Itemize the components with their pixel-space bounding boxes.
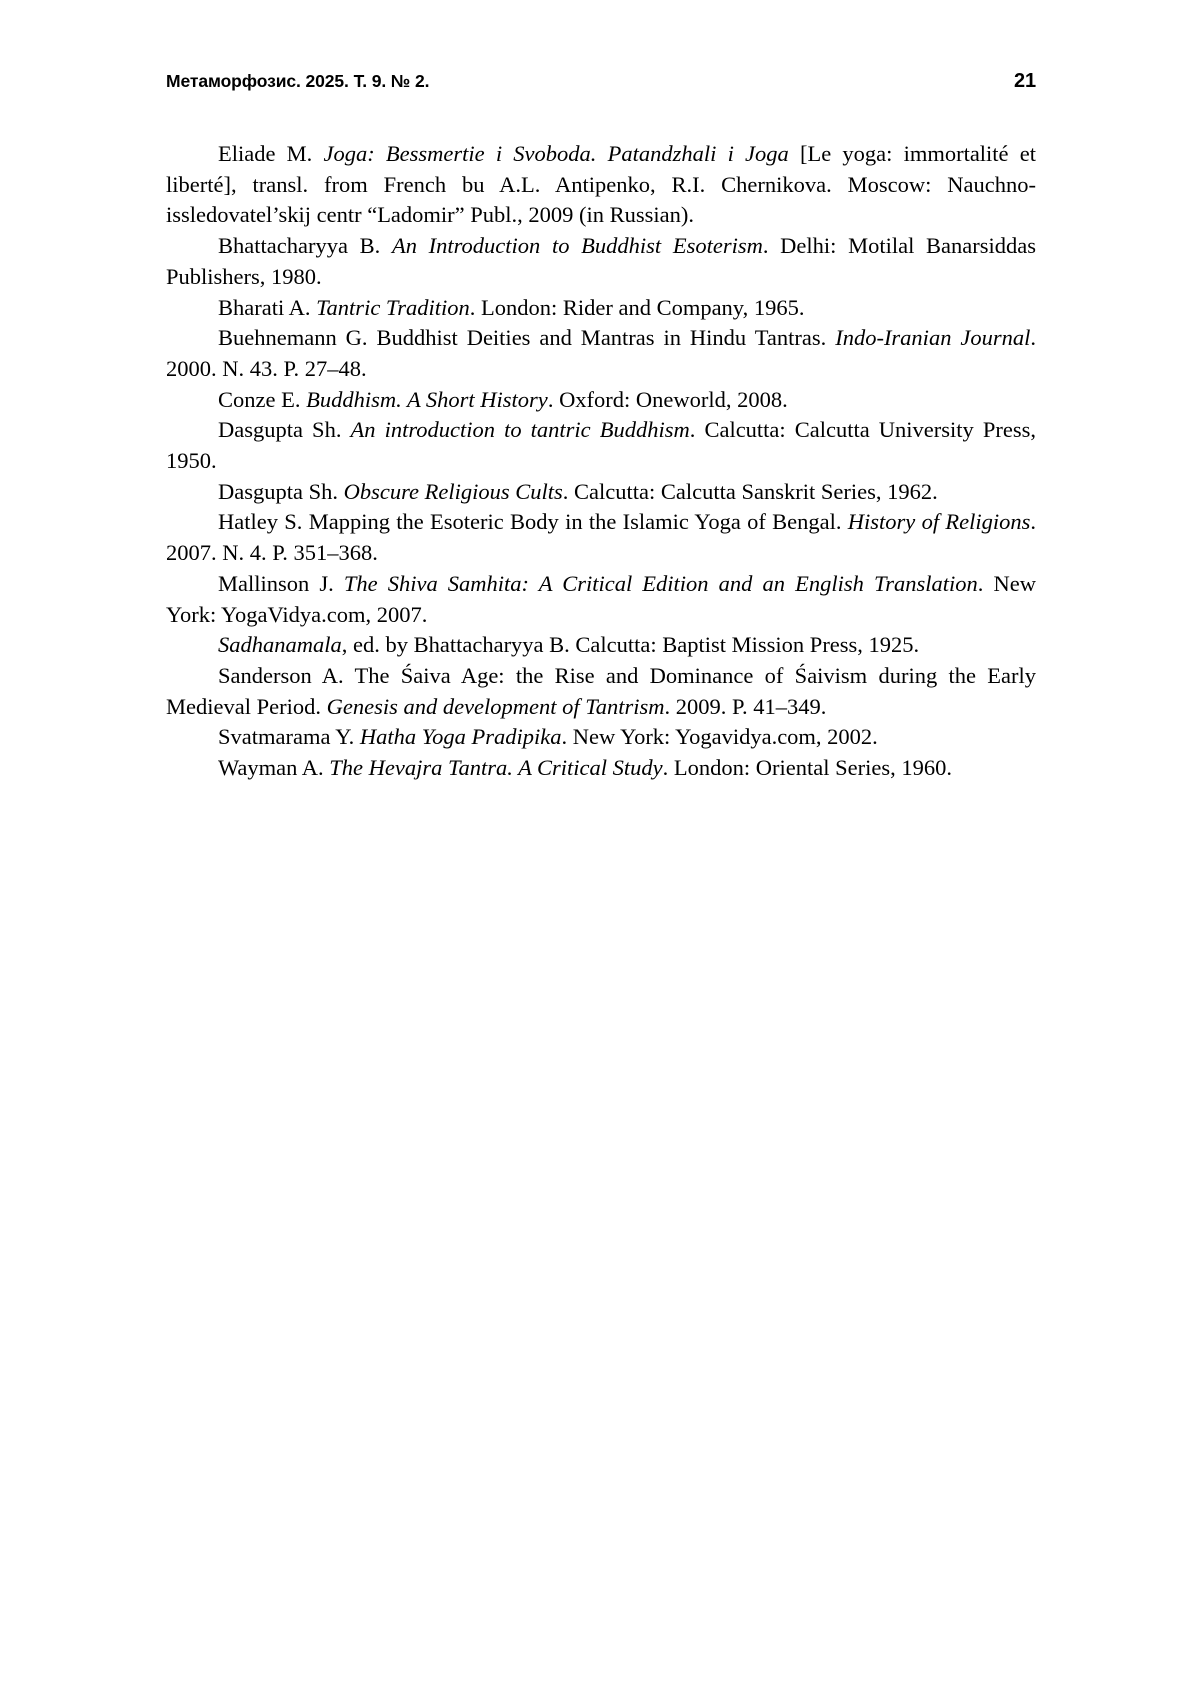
reference-title: Genesis and development of Tantrism [326,693,665,719]
page-content [166,70,1036,784]
reference-entry [166,139,1036,231]
reference-text: Bhattacharyya B. [218,233,392,259]
reference-text: . New York: YogaVidya.com, 2007. [166,570,1036,627]
reference-text: Bharati A. [218,294,317,320]
reference-text: Dasgupta Sh. [218,478,344,504]
reference-title: The Hevajra Tantra. A Critical Study [329,755,663,781]
reference-title: Sadhanamala [218,632,342,658]
reference-title: Tantric Tradition [316,294,470,320]
reference-entry [166,507,1036,568]
running-head-journal: Метаморфозис. 2025. Т. 9. № 2. [166,71,430,91]
reference-title: The Shiva Samhita: A Critical Edition and an English Translation [343,570,978,596]
reference-text: . New York: Yogavidya.com, 2002. [561,724,878,750]
reference-text: . Delhi: Motilal Banarsiddas Publishers, 1980. [166,233,1037,289]
reference-text: . London: Rider and Company, 1965. [469,294,805,320]
reference-text: Svatmarama Y. [218,724,360,750]
reference-entry [166,569,1036,630]
reference-entry [166,722,1036,753]
reference-entry [166,477,1036,508]
reference-entry [166,385,1036,416]
reference-text: Sanderson A. The Śaiva Age: the Rise and Dominance of Śaivism during the Early Medieval Period. [166,662,1036,719]
reference-entry [166,630,1036,661]
reference-text: . London: Oriental Series, 1960. [662,755,952,781]
running-head [166,70,1036,93]
reference-text: Buehnemann G. Buddhist Deities and Mantras in Hindu Tantras. [218,325,836,351]
reference-list [166,139,1036,784]
reference-text: . Calcutta: Calcutta University Press, 1950. [166,417,1036,474]
reference-entry [166,753,1036,784]
reference-title: Joga: Bessmertie i Svoboda. Patandzhali i Joga [323,141,789,166]
reference-entry [166,231,1036,292]
reference-text: . Calcutta: Calcutta Sanskrit Series, 1962. [562,478,938,504]
reference-text: [Le yoga: immortalité et liberté], transl. from French bu A.L. Antipenko, R.I. Chernikova. Moscow: Nauchno-issledovatel’skij centr “Ladomir” Publ., 2009 (in Russian). [166,141,1036,228]
reference-entry [166,293,1036,324]
reference-entry [166,415,1036,476]
reference-title: Buddhism. A Short History [306,386,548,412]
reference-text: Wayman A. [218,755,330,781]
reference-text: Hatley S. Mapping the Esoteric Body in the Islamic Yoga of Bengal. [218,509,848,535]
reference-title: Indo-Iranian Journal [835,325,1031,351]
reference-title: An introduction to tantric Buddhism [350,417,690,443]
reference-text: Eliade M. [218,141,324,166]
reference-title: Hatha Yoga Pradipika [359,724,562,750]
reference-title: History of Religions [847,509,1031,535]
reference-title: Obscure Religious Cults [343,478,563,504]
reference-entry [166,661,1036,722]
reference-text: Conze E. [218,386,307,412]
reference-text: . 2000. N. 43. P. 27–48. [166,325,1037,381]
reference-title: An Introduction to Buddhist Esoterism [391,233,763,259]
reference-text: Dasgupta Sh. [218,417,351,443]
page-number: 21 [1013,70,1036,92]
reference-text: . Oxford: Oneworld, 2008. [547,386,788,412]
reference-text: . 2009. P. 41–349. [664,693,827,719]
reference-text: , ed. by Bhattacharyya B. Calcutta: Baptist Mission Press, 1925. [341,632,920,658]
reference-text: . 2007. N. 4. P. 351–368. [166,509,1036,566]
reference-entry [166,323,1036,384]
reference-text: Mallinson J. [218,570,344,596]
